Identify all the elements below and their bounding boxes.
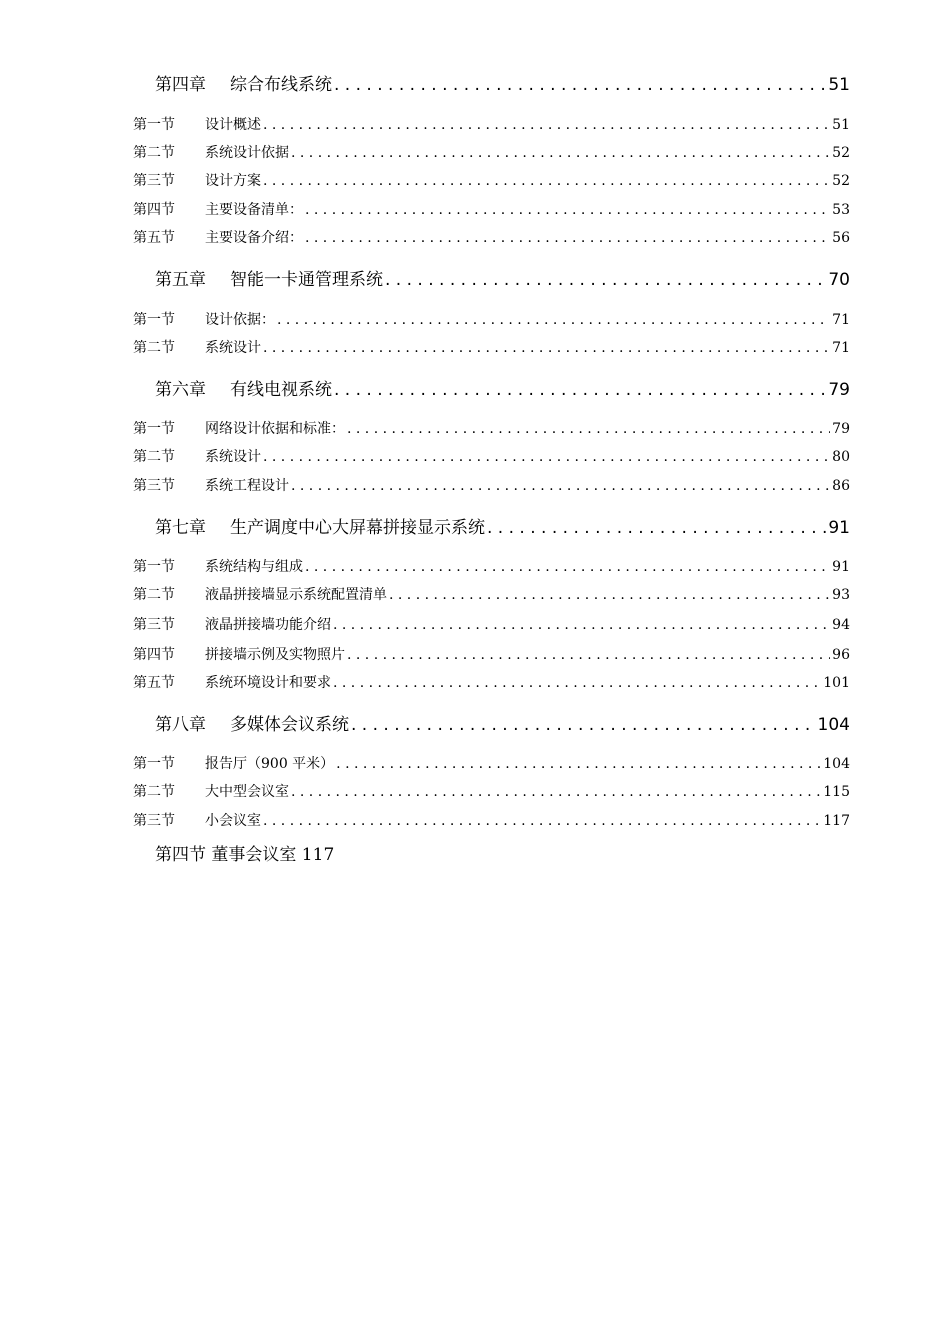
page-number: 51 [832,117,850,133]
dot-leader [291,784,821,800]
chapter-title: 智能一卡通管理系统 [230,270,383,290]
dot-leader [305,230,830,246]
section-number: 第三节 [133,617,175,633]
toc-section-8-3[interactable] [0,810,950,830]
dot-leader [263,173,830,189]
section-number: 第一节 [133,559,175,575]
page-number: 96 [832,647,850,663]
dot-leader [351,715,816,735]
dot-leader [263,449,830,465]
toc-chapter-7[interactable] [0,513,950,538]
toc-section-7-1[interactable] [0,556,950,576]
dot-leader [333,675,821,691]
dot-leader [305,202,830,218]
dot-leader [263,117,830,133]
section-title: 主要设备介绍： [205,230,303,246]
toc-section-5-1[interactable] [0,309,950,329]
chapter-number: 第六章 [155,380,206,400]
dot-leader [277,312,830,328]
section-title: 设计依据： [205,312,275,328]
dot-leader [291,145,830,161]
page-number: 101 [823,675,850,691]
chapter-number: 第七章 [155,518,206,538]
page-number: 71 [832,312,850,328]
page-number: 80 [832,449,850,465]
chapter-number: 第四章 [155,75,206,95]
toc-section-6-3[interactable] [0,475,950,495]
toc-section-8-4[interactable]: 第四节 董事会议室 117 [155,845,335,865]
section-title: 系统设计 [205,340,261,356]
page-number: 52 [832,145,850,161]
section-number: 第三节 [133,478,175,494]
section-title: 大中型会议室 [205,784,289,800]
dot-leader [336,756,821,772]
page-number: 91 [832,559,850,575]
page-number: 70 [828,270,850,290]
section-title: 液晶拼接墙功能介绍 [205,617,331,633]
section-title: 系统设计依据 [205,145,289,161]
section-number: 第一节 [133,117,175,133]
section-number: 第一节 [133,756,175,772]
toc-section-6-1[interactable] [0,418,950,438]
page-number: 79 [832,421,850,437]
section-number: 第二节 [133,587,175,603]
toc-chapter-5[interactable] [0,265,950,290]
dot-leader [291,478,830,494]
chapter-title: 多媒体会议系统 [230,715,349,735]
dot-leader [347,647,830,663]
section-number: 第一节 [133,421,175,437]
section-number: 第三节 [133,173,175,189]
chapter-number: 第八章 [155,715,206,735]
dot-leader [487,518,826,538]
page-number: 79 [828,380,850,400]
page-number: 115 [823,784,850,800]
toc-section-6-2[interactable] [0,446,950,466]
toc-section-8-1[interactable] [0,753,950,773]
section-title: 设计方案 [205,173,261,189]
section-title: 报告厅（900 平米） [205,756,335,772]
page-number: 71 [832,340,850,356]
section-title: 设计概述 [205,117,261,133]
section-number: 第二节 [133,449,175,465]
section-number: 第四节 [133,202,175,218]
section-number: 第二节 [133,784,175,800]
chapter-title: 综合布线系统 [230,75,332,95]
toc-section-7-3[interactable] [0,614,950,634]
page-number: 56 [832,230,850,246]
toc-section-7-5[interactable] [0,672,950,692]
dot-leader [347,421,830,437]
dot-leader [334,380,826,400]
page-number: 104 [823,756,850,772]
section-number: 第一节 [133,312,175,328]
toc-section-4-3[interactable] [0,170,950,190]
section-number: 第五节 [133,230,175,246]
dot-leader [263,340,830,356]
page-number: 91 [828,518,850,538]
section-title: 系统设计 [205,449,261,465]
toc-chapter-8[interactable] [0,710,950,735]
page-number: 104 [817,715,850,735]
toc-section-4-1[interactable] [0,114,950,134]
page-number: 86 [832,478,850,494]
page-number: 117 [823,813,850,829]
dot-leader [305,559,830,575]
toc-section-5-2[interactable] [0,337,950,357]
toc-section-7-2[interactable] [0,584,950,604]
section-number: 第四节 [133,647,175,663]
toc-section-4-2[interactable] [0,142,950,162]
section-number: 第二节 [133,340,175,356]
page-number: 93 [832,587,850,603]
dot-leader [385,270,826,290]
page-number: 94 [832,617,850,633]
toc-section-8-2[interactable] [0,781,950,801]
section-title: 系统结构与组成 [205,559,303,575]
section-title: 拼接墙示例及实物照片 [205,647,345,663]
chapter-number: 第五章 [155,270,206,290]
chapter-title: 有线电视系统 [230,380,332,400]
toc-chapter-4[interactable] [0,70,950,95]
toc-section-7-4[interactable] [0,644,950,664]
section-title: 网络设计依据和标准： [205,421,345,437]
toc-section-4-5[interactable] [0,227,950,247]
section-number: 第三节 [133,813,175,829]
section-title: 系统环境设计和要求 [205,675,331,691]
page-number: 52 [832,173,850,189]
dot-leader [389,587,830,603]
section-title: 液晶拼接墙显示系统配置清单 [205,587,387,603]
chapter-title: 生产调度中心大屏幕拼接显示系统 [230,518,485,538]
section-title: 系统工程设计 [205,478,289,494]
section-title: 主要设备清单： [205,202,303,218]
dot-leader [334,75,826,95]
page-number: 53 [832,202,850,218]
section-number: 第二节 [133,145,175,161]
toc-chapter-6[interactable] [0,375,950,400]
section-title: 小会议室 [205,813,261,829]
dot-leader [333,617,830,633]
page-number: 51 [828,75,850,95]
toc-section-4-4[interactable] [0,199,950,219]
dot-leader [263,813,821,829]
section-number: 第五节 [133,675,175,691]
